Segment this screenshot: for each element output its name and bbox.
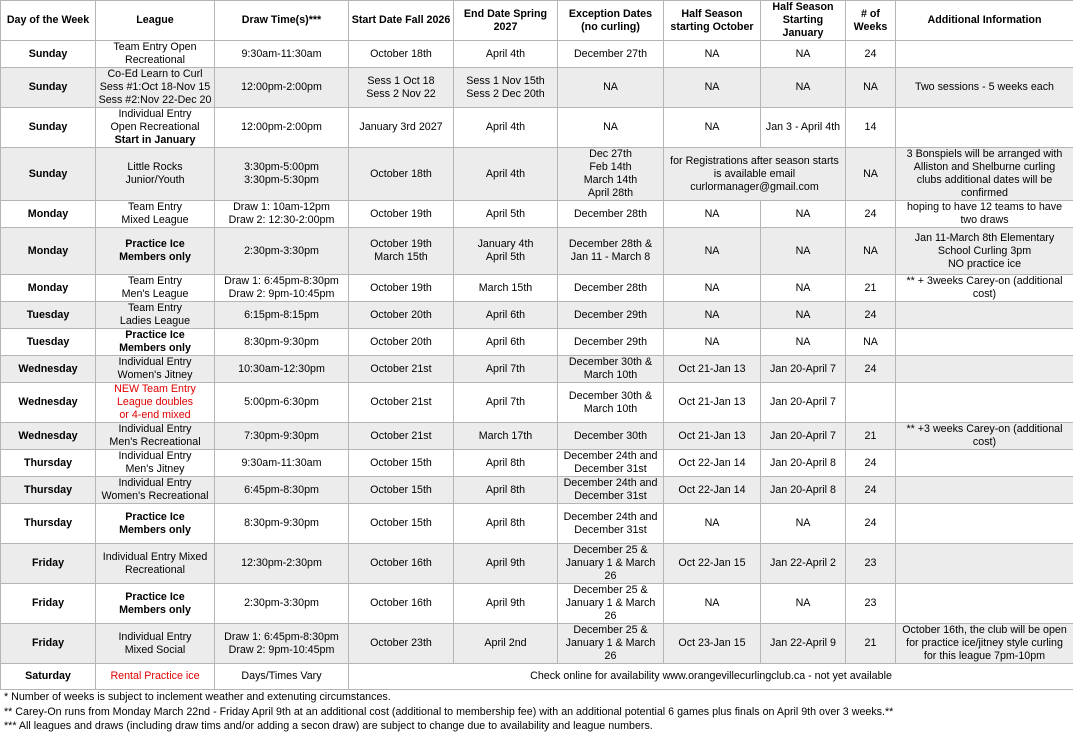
table-row <box>1 450 1073 477</box>
additional-info-cell <box>896 356 1073 383</box>
table-row <box>1 275 1073 302</box>
half-season-january-cell: Jan 20-April 7 <box>761 423 846 450</box>
exception-dates-cell: December 30th & March 10th <box>558 383 664 423</box>
header-row <box>1 1 1073 41</box>
exception-dates-cell: December 28th & Jan 11 - March 8 <box>558 228 664 275</box>
half-season-october-cell: Oct 21-Jan 13 <box>664 423 761 450</box>
exception-dates-cell: December 25 & January 1 & March 26 <box>558 624 664 664</box>
end-date-cell: April 9th <box>454 544 558 584</box>
draw-time-cell: 7:30pm-9:30pm <box>215 423 349 450</box>
table-row <box>1 504 1073 544</box>
footnote-subject-to-change: *** All leagues and draws (including draw tims and/or adding a secon draw) are subject to change due to availability and league numbers. <box>4 720 653 732</box>
league-cell <box>96 302 215 329</box>
table-row <box>1 356 1073 383</box>
additional-info-cell <box>896 477 1073 504</box>
half-season-october-cell: NA <box>664 108 761 148</box>
start-date-cell: October 15th <box>349 450 454 477</box>
exception-dates-cell: December 29th <box>558 329 664 356</box>
league-cell <box>96 41 215 68</box>
league-cell <box>96 383 215 423</box>
league-cell <box>96 148 215 201</box>
draw-time-cell: 9:30am-11:30am <box>215 450 349 477</box>
league-name: Team Entry Men's League <box>121 275 189 300</box>
end-date-cell: April 7th <box>454 383 558 423</box>
end-date-cell: March 15th <box>454 275 558 302</box>
table-row <box>1 148 1073 201</box>
draw-time-cell: 10:30am-12:30pm <box>215 356 349 383</box>
col-header-weeks: # of Weeks <box>846 1 896 41</box>
weeks-cell: 24 <box>846 450 896 477</box>
additional-info-cell <box>896 584 1073 624</box>
day-cell: Friday <box>1 544 96 584</box>
league-cell <box>96 423 215 450</box>
weeks-cell: NA <box>846 228 896 275</box>
league-cell <box>96 108 215 148</box>
weeks-cell <box>846 383 896 423</box>
start-date-cell: October 15th <box>349 504 454 544</box>
half-season-october-cell: NA <box>664 275 761 302</box>
day-cell: Sunday <box>1 108 96 148</box>
day-cell: Monday <box>1 201 96 228</box>
start-date-cell: October 19th March 15th <box>349 228 454 275</box>
start-date-cell: October 18th <box>349 41 454 68</box>
end-date-cell: April 8th <box>454 477 558 504</box>
draw-time-cell: Draw 1: 6:45pm-8:30pm Draw 2: 9pm-10:45pm <box>215 624 349 664</box>
half-season-january-cell: Jan 22-April 2 <box>761 544 846 584</box>
weeks-cell: 21 <box>846 275 896 302</box>
half-season-october-cell: NA <box>664 504 761 544</box>
half-season-january-cell: Jan 3 - April 4th <box>761 108 846 148</box>
footnotes <box>0 690 1073 734</box>
draw-time-cell: 6:15pm-8:15pm <box>215 302 349 329</box>
col-header-league: League <box>96 1 215 41</box>
league-name: Individual Entry Mixed Social <box>118 630 192 656</box>
table-row-saturday <box>1 664 1073 690</box>
end-date-cell: April 7th <box>454 356 558 383</box>
table-row <box>1 108 1073 148</box>
day-cell: Sunday <box>1 148 96 201</box>
exception-dates-cell: December 30th & March 10th <box>558 356 664 383</box>
draw-time-cell: 9:30am-11:30am <box>215 41 349 68</box>
half-season-october-cell: Oct 22-Jan 14 <box>664 477 761 504</box>
half-season-october-cell: NA <box>664 201 761 228</box>
start-date-cell: Sess 1 Oct 18 Sess 2 Nov 22 <box>349 68 454 108</box>
start-date-cell: October 16th <box>349 544 454 584</box>
half-season-january-cell: Jan 20-April 7 <box>761 383 846 423</box>
half-season-january-cell: NA <box>761 584 846 624</box>
league-cell <box>96 477 215 504</box>
additional-info-cell <box>896 504 1073 544</box>
draw-time-cell: 12:00pm-2:00pm <box>215 108 349 148</box>
weeks-cell: 24 <box>846 477 896 504</box>
weeks-cell: 23 <box>846 544 896 584</box>
day-cell: Wednesday <box>1 423 96 450</box>
weeks-cell: 14 <box>846 108 896 148</box>
table-row <box>1 329 1073 356</box>
half-season-january-cell: NA <box>761 201 846 228</box>
additional-info-cell <box>896 329 1073 356</box>
league-cell <box>96 275 215 302</box>
draw-time-cell: 5:00pm-6:30pm <box>215 383 349 423</box>
weeks-cell: 24 <box>846 356 896 383</box>
day-cell: Tuesday <box>1 302 96 329</box>
league-name: Team Entry Ladies League <box>119 302 191 327</box>
start-date-cell: October 21st <box>349 383 454 423</box>
draw-time-cell: 12:00pm-2:00pm <box>215 68 349 108</box>
table-row <box>1 228 1073 275</box>
half-season-october-cell: NA <box>664 228 761 275</box>
day-cell: Friday <box>1 584 96 624</box>
half-season-october-cell: NA <box>664 584 761 624</box>
end-date-cell: March 17th <box>454 423 558 450</box>
weeks-cell: 23 <box>846 584 896 624</box>
additional-info-cell <box>896 41 1073 68</box>
league-name: Team Entry Mixed League <box>121 201 189 226</box>
half-season-january-cell: Jan 20-April 7 <box>761 356 846 383</box>
availability-note: Check online for availability www.orangevillecurlingclub.ca - not yet available <box>349 664 1073 690</box>
footnote-weeks: * Number of weeks is subject to inclement weather and extenuting circumstances. <box>4 691 391 703</box>
draw-time-cell: Draw 1: 6:45pm-8:30pm Draw 2: 9pm-10:45pm <box>215 275 349 302</box>
league-name: Practice Ice Members only <box>119 329 191 354</box>
league-name: Individual Entry Open Recreational <box>110 108 200 133</box>
draw-time-cell: 12:30pm-2:30pm <box>215 544 349 584</box>
half-season-january-cell: NA <box>761 228 846 275</box>
end-date-cell: Sess 1 Nov 15th Sess 2 Dec 20th <box>454 68 558 108</box>
exception-dates-cell: December 27th <box>558 41 664 68</box>
end-date-cell: April 8th <box>454 450 558 477</box>
league-name: Co-Ed Learn to Curl Sess #1:Oct 18-Nov 15 Sess #2:Nov 22-Dec 20 <box>98 68 212 106</box>
start-date-cell: October 19th <box>349 201 454 228</box>
league-cell: Rental Practice ice <box>96 664 215 690</box>
half-season-january-cell: NA <box>761 504 846 544</box>
table-row <box>1 383 1073 423</box>
col-header-day: Day of the Week <box>1 1 96 41</box>
draw-time-cell: 2:30pm-3:30pm <box>215 584 349 624</box>
exception-dates-cell: NA <box>558 108 664 148</box>
table-row <box>1 584 1073 624</box>
start-date-cell: October 18th <box>349 148 454 201</box>
start-date-cell: January 3rd 2027 <box>349 108 454 148</box>
additional-info-cell <box>896 544 1073 584</box>
col-header-half-season-october: Half Season starting October <box>664 1 761 41</box>
half-season-october-cell: Oct 22-Jan 15 <box>664 544 761 584</box>
table-row <box>1 423 1073 450</box>
start-date-cell: October 20th <box>349 329 454 356</box>
half-season-october-cell: NA <box>664 41 761 68</box>
end-date-cell: April 4th <box>454 148 558 201</box>
additional-info-cell <box>896 450 1073 477</box>
start-date-cell: October 23th <box>349 624 454 664</box>
exception-dates-cell: NA <box>558 68 664 108</box>
start-date-cell: October 19th <box>349 275 454 302</box>
league-name: Team Entry Open Recreational <box>113 41 197 66</box>
half-season-january-cell: NA <box>761 329 846 356</box>
additional-info-cell <box>896 302 1073 329</box>
table-row <box>1 201 1073 228</box>
table-row <box>1 624 1073 664</box>
additional-info-cell <box>896 108 1073 148</box>
day-cell: Tuesday <box>1 329 96 356</box>
footnote-carey-on: ** Carey-On runs from Monday March 22nd - Friday April 9th at an additional cost (additional to membership fee) with an additional potential 6 games plus finals on April 9th over 3 weeks.** <box>4 705 894 718</box>
league-cell <box>96 329 215 356</box>
table-row <box>1 68 1073 108</box>
additional-info-cell: Jan 11-March 8th Elementary School Curling 3pm NO practice ice <box>896 228 1073 275</box>
exception-dates-cell: December 24th and December 31st <box>558 450 664 477</box>
league-name: Individual Entry Women's Jitney <box>117 356 193 381</box>
weeks-cell: 24 <box>846 201 896 228</box>
league-name: Individual Entry Men's Recreational <box>109 423 201 448</box>
day-cell: Sunday <box>1 41 96 68</box>
col-header-start-date: Start Date Fall 2026 <box>349 1 454 41</box>
day-cell: Monday <box>1 275 96 302</box>
start-date-cell: October 16th <box>349 584 454 624</box>
table-row <box>1 477 1073 504</box>
end-date-cell: April 6th <box>454 329 558 356</box>
league-name: Practice Ice Members only <box>119 590 191 616</box>
day-cell: Monday <box>1 228 96 275</box>
half-season-october-cell: NA <box>664 329 761 356</box>
draw-time-cell: 6:45pm-8:30pm <box>215 477 349 504</box>
col-header-additional-info: Additional Information <box>896 1 1073 41</box>
half-season-january-cell: Jan 22-April 9 <box>761 624 846 664</box>
weeks-cell: NA <box>846 148 896 201</box>
league-cell <box>96 450 215 477</box>
league-cell <box>96 624 215 664</box>
additional-info-cell: hoping to have 12 teams to have two draws <box>896 201 1073 228</box>
league-name: NEW Team Entry League doubles or 4-end mixed <box>114 383 196 421</box>
draw-time-cell: Days/Times Vary <box>215 664 349 690</box>
col-header-half-season-january: Half Season Starting January <box>761 1 846 41</box>
league-cell <box>96 68 215 108</box>
exception-dates-cell: Dec 27th Feb 14th March 14th April 28th <box>558 148 664 201</box>
half-season-january-cell: NA <box>761 275 846 302</box>
league-cell <box>96 201 215 228</box>
league-name: Individual Entry Mixed Recreational <box>102 550 208 576</box>
half-season-october-cell: Oct 23-Jan 15 <box>664 624 761 664</box>
half-season-october-cell: NA <box>664 68 761 108</box>
additional-info-cell: ** + 3weeks Carey-on (additional cost) <box>896 275 1073 302</box>
day-cell: Wednesday <box>1 356 96 383</box>
end-date-cell: January 4th April 5th <box>454 228 558 275</box>
day-cell: Saturday <box>1 664 96 690</box>
half-season-january-cell: NA <box>761 68 846 108</box>
draw-time-cell: 8:30pm-9:30pm <box>215 504 349 544</box>
league-start-note: Start in January <box>114 134 196 146</box>
start-date-cell: October 21st <box>349 423 454 450</box>
league-cell <box>96 356 215 383</box>
day-cell: Wednesday <box>1 383 96 423</box>
additional-info-cell: 3 Bonspiels will be arranged with Alliston and Shelburne curling clubs additional dates will be confirmed <box>896 148 1073 201</box>
weeks-cell: NA <box>846 329 896 356</box>
table-row <box>1 544 1073 584</box>
half-season-october-cell: Oct 21-Jan 13 <box>664 356 761 383</box>
draw-time-cell: 8:30pm-9:30pm <box>215 329 349 356</box>
day-cell: Friday <box>1 624 96 664</box>
col-header-draw-times: Draw Time(s)*** <box>215 1 349 41</box>
league-name: Practice Ice Members only <box>119 238 191 263</box>
additional-info-cell: October 16th, the club will be open for practice ice/jitney style curling for this league 7pm-10pm <box>896 624 1073 664</box>
half-season-january-cell: NA <box>761 41 846 68</box>
exception-dates-cell: December 24th and December 31st <box>558 504 664 544</box>
league-cell <box>96 584 215 624</box>
end-date-cell: April 8th <box>454 504 558 544</box>
day-cell: Thursday <box>1 477 96 504</box>
end-date-cell: April 4th <box>454 41 558 68</box>
end-date-cell: April 6th <box>454 302 558 329</box>
additional-info-cell: Two sessions - 5 weeks each <box>896 68 1073 108</box>
registration-note: for Registrations after season starts is available email curlormanager@gmail.com <box>664 148 846 201</box>
half-season-october-cell: Oct 22-Jan 14 <box>664 450 761 477</box>
col-header-end-date: End Date Spring 2027 <box>454 1 558 41</box>
exception-dates-cell: December 29th <box>558 302 664 329</box>
weeks-cell: NA <box>846 68 896 108</box>
exception-dates-cell: December 25 & January 1 & March 26 <box>558 584 664 624</box>
league-name: Individual Entry Men's Jitney <box>118 450 192 475</box>
league-cell <box>96 504 215 544</box>
table-row <box>1 41 1073 68</box>
half-season-october-cell: NA <box>664 302 761 329</box>
exception-dates-cell: December 25 & January 1 & March 26 <box>558 544 664 584</box>
end-date-cell: April 5th <box>454 201 558 228</box>
league-name: Little Rocks Junior/Youth <box>125 161 185 186</box>
half-season-january-cell: Jan 20-April 8 <box>761 450 846 477</box>
league-name: Practice Ice Members only <box>119 510 191 536</box>
league-name: Individual Entry Women's Recreational <box>101 477 209 502</box>
half-season-october-cell: Oct 21-Jan 13 <box>664 383 761 423</box>
start-date-cell: October 21st <box>349 356 454 383</box>
draw-time-cell: 2:30pm-3:30pm <box>215 228 349 275</box>
day-cell: Sunday <box>1 68 96 108</box>
additional-info-cell <box>896 383 1073 423</box>
end-date-cell: April 4th <box>454 108 558 148</box>
weeks-cell: 21 <box>846 624 896 664</box>
end-date-cell: April 9th <box>454 584 558 624</box>
day-cell: Thursday <box>1 450 96 477</box>
end-date-cell: April 2nd <box>454 624 558 664</box>
exception-dates-cell: December 28th <box>558 275 664 302</box>
exception-dates-cell: December 28th <box>558 201 664 228</box>
draw-time-cell: 3:30pm-5:00pm 3:30pm-5:30pm <box>215 148 349 201</box>
additional-info-cell: ** +3 weeks Carey-on (additional cost) <box>896 423 1073 450</box>
weeks-cell: 24 <box>846 302 896 329</box>
weeks-cell: 21 <box>846 423 896 450</box>
exception-dates-cell: December 30th <box>558 423 664 450</box>
league-cell <box>96 544 215 584</box>
draw-time-cell: Draw 1: 10am-12pm Draw 2: 12:30-2:00pm <box>215 201 349 228</box>
start-date-cell: October 15th <box>349 477 454 504</box>
col-header-exception-dates: Exception Dates (no curling) <box>558 1 664 41</box>
day-cell: Thursday <box>1 504 96 544</box>
start-date-cell: October 20th <box>349 302 454 329</box>
half-season-january-cell: NA <box>761 302 846 329</box>
table-row <box>1 302 1073 329</box>
weeks-cell: 24 <box>846 41 896 68</box>
weeks-cell: 24 <box>846 504 896 544</box>
league-cell <box>96 228 215 275</box>
exception-dates-cell: December 24th and December 31st <box>558 477 664 504</box>
half-season-january-cell: Jan 20-April 8 <box>761 477 846 504</box>
